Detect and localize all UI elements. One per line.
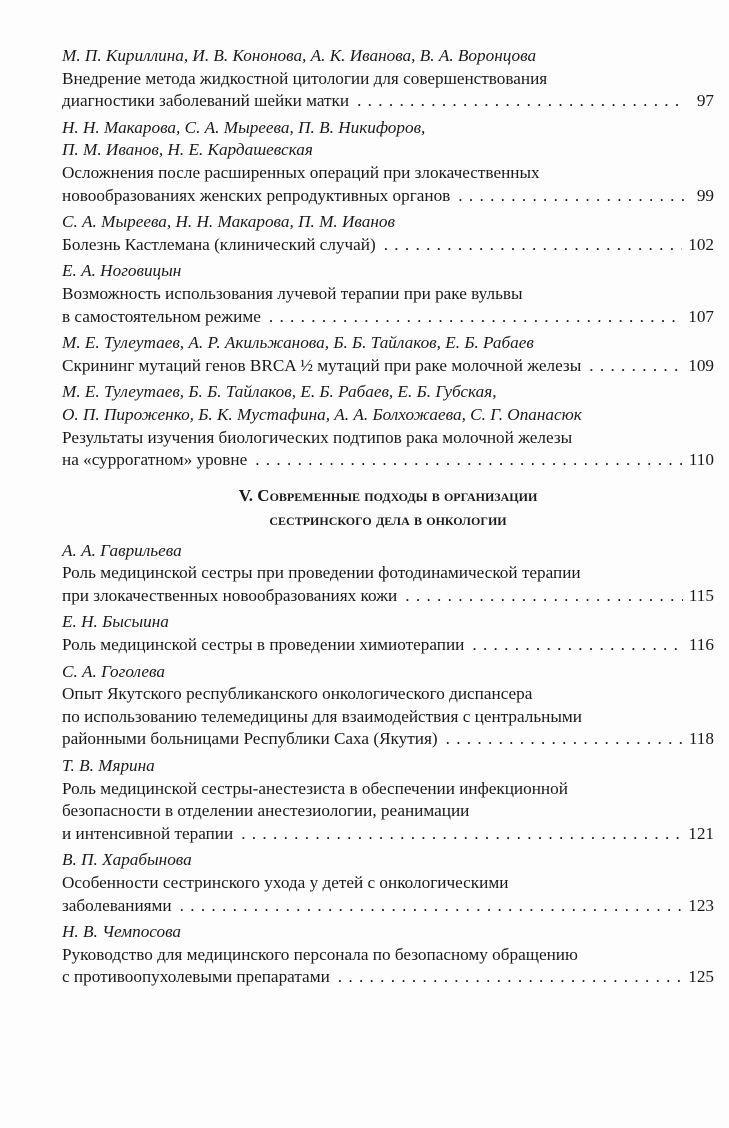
- entry-authors: О. П. Пироженко, Б. К. Мустафина, А. А. Болхожаева, С. Г. Опанасюк: [62, 404, 582, 424]
- entry-title-line: диагностики заболеваний шейки матки: [62, 91, 350, 111]
- dot-leader: [446, 728, 683, 751]
- entry-title-line: по использованию телемедицины для взаимодействия с центральными: [62, 706, 582, 726]
- toc-entry[interactable]: [62, 211, 714, 256]
- entry-title-line: Роль медицинской сестры-анестезиста в обеспечении инфекционной: [62, 778, 568, 798]
- toc-entry[interactable]: [62, 661, 714, 751]
- dot-leader: [589, 355, 682, 378]
- entry-title-line: новообразованиях женских репродуктивных органов: [62, 185, 451, 205]
- entry-title-line: Осложнения после расширенных операций при злокачественных: [62, 162, 540, 182]
- page-number: 118: [688, 729, 714, 749]
- entry-authors: Н. В. Чемпосова: [62, 922, 182, 942]
- entry-title-line: заболеваниями: [62, 895, 172, 915]
- toc-section-4-continued: [62, 45, 714, 472]
- toc-entry[interactable]: [62, 45, 714, 113]
- entry-title-line: на «суррогатном» уровне: [62, 450, 248, 470]
- entry-authors: М. Е. Тулеутаев, А. Р. Акильжанова, Б. Б. Тайлаков, Е. Б. Рабаев: [62, 333, 534, 353]
- entry-authors: Е. А. Ноговицын: [62, 261, 182, 281]
- entry-title-line: районными больницами Республики Саха (Якутия): [62, 729, 438, 749]
- dot-leader: [338, 966, 682, 989]
- section-heading: [62, 484, 714, 532]
- toc-entry[interactable]: [62, 921, 714, 989]
- dot-leader: [241, 823, 682, 846]
- page-number: 125: [688, 967, 714, 987]
- entry-authors: В. П. Харабынова: [62, 850, 192, 870]
- toc-entry[interactable]: [62, 117, 714, 207]
- page-number: 110: [688, 450, 714, 470]
- toc-entry[interactable]: [62, 755, 714, 845]
- entry-authors: С. А. Гоголева: [62, 661, 165, 681]
- entry-title-line: Опыт Якутского республиканского онкологического диспансера: [62, 684, 533, 704]
- dot-leader: [458, 185, 686, 208]
- entry-authors: Е. Н. Бысыина: [62, 612, 169, 632]
- toc-entry[interactable]: [62, 540, 714, 608]
- dot-leader: [357, 90, 686, 113]
- toc-entry[interactable]: [62, 260, 714, 328]
- entry-title-line: Особенности сестринского ухода у детей с онкологическими: [62, 873, 509, 892]
- section-heading-line-2: сестринского дела в онкологии: [269, 509, 507, 529]
- page-number: 116: [688, 635, 714, 655]
- page-number: 97: [696, 91, 714, 111]
- page-number: 115: [688, 585, 714, 605]
- entry-authors: Т. В. Мярина: [62, 756, 155, 776]
- dot-leader: [384, 234, 683, 257]
- dot-leader: [180, 895, 683, 918]
- entry-title-line: и интенсивной терапии: [62, 823, 234, 843]
- entry-authors: Н. Н. Макарова, С. А. Мыреева, П. В. Никифоров,: [62, 117, 426, 137]
- entry-title-line: Роль медицинской сестры в проведении химиотерапии: [62, 635, 465, 655]
- section-heading-line-1: V. Современные подходы в организации: [238, 485, 538, 505]
- entry-title-line: Возможность использования лучевой терапии при раке вульвы: [62, 283, 523, 303]
- page-number: 102: [688, 234, 714, 254]
- entry-title-line: Роль медицинской сестры при проведении фотодинамической терапии: [62, 563, 581, 583]
- entry-title-line: безопасности в отделении анестезиологии, реанимации: [62, 801, 470, 821]
- page-number: 107: [688, 306, 714, 326]
- page-number: 123: [688, 895, 714, 915]
- toc-entry[interactable]: [62, 332, 714, 377]
- page-number: 99: [696, 185, 714, 205]
- toc-entry[interactable]: [62, 849, 714, 917]
- entry-title-line: Внедрение метода жидкостной цитологии для совершенствования: [62, 68, 548, 88]
- entry-title-line: при злокачественных новообразованиях кожи: [62, 585, 398, 605]
- entry-authors: М. Е. Тулеутаев, Б. Б. Тайлаков, Е. Б. Рабаев, Е. Б. Губская,: [62, 382, 497, 402]
- entry-title-line: с противоопухолевыми препаратами: [62, 967, 330, 987]
- toc-entry[interactable]: [62, 381, 714, 471]
- dot-leader: [255, 449, 683, 472]
- entry-title-line: Болезнь Кастлемана (клинический случай): [62, 234, 376, 254]
- entry-authors: П. М. Иванов, Н. Е. Кардашевская: [62, 140, 313, 160]
- entry-authors: С. А. Мыреева, Н. Н. Макарова, П. М. Иванов: [62, 212, 395, 232]
- page-number: 121: [688, 823, 714, 843]
- toc-entry[interactable]: [62, 611, 714, 656]
- table-of-contents: [62, 45, 714, 993]
- toc-section-5: [62, 540, 714, 989]
- page-number: 109: [688, 355, 714, 375]
- dot-leader: [472, 634, 682, 657]
- entry-title-line: Результаты изучения биологических подтипов рака молочной железы: [62, 427, 573, 447]
- entry-authors: А. А. Гаврильева: [62, 540, 182, 560]
- entry-authors: М. П. Кириллина, И. В. Кононова, А. К. Иванова, В. А. Воронцова: [62, 46, 537, 65]
- dot-leader: [269, 306, 682, 329]
- entry-title-line: Руководство для медицинского персонала по безопасному обращению: [62, 944, 578, 964]
- entry-title-line: Скрининг мутаций генов BRCA ½ мутаций при раке молочной железы: [62, 355, 582, 375]
- entry-title-line: в самостоятельном режиме: [62, 306, 261, 326]
- dot-leader: [405, 585, 683, 608]
